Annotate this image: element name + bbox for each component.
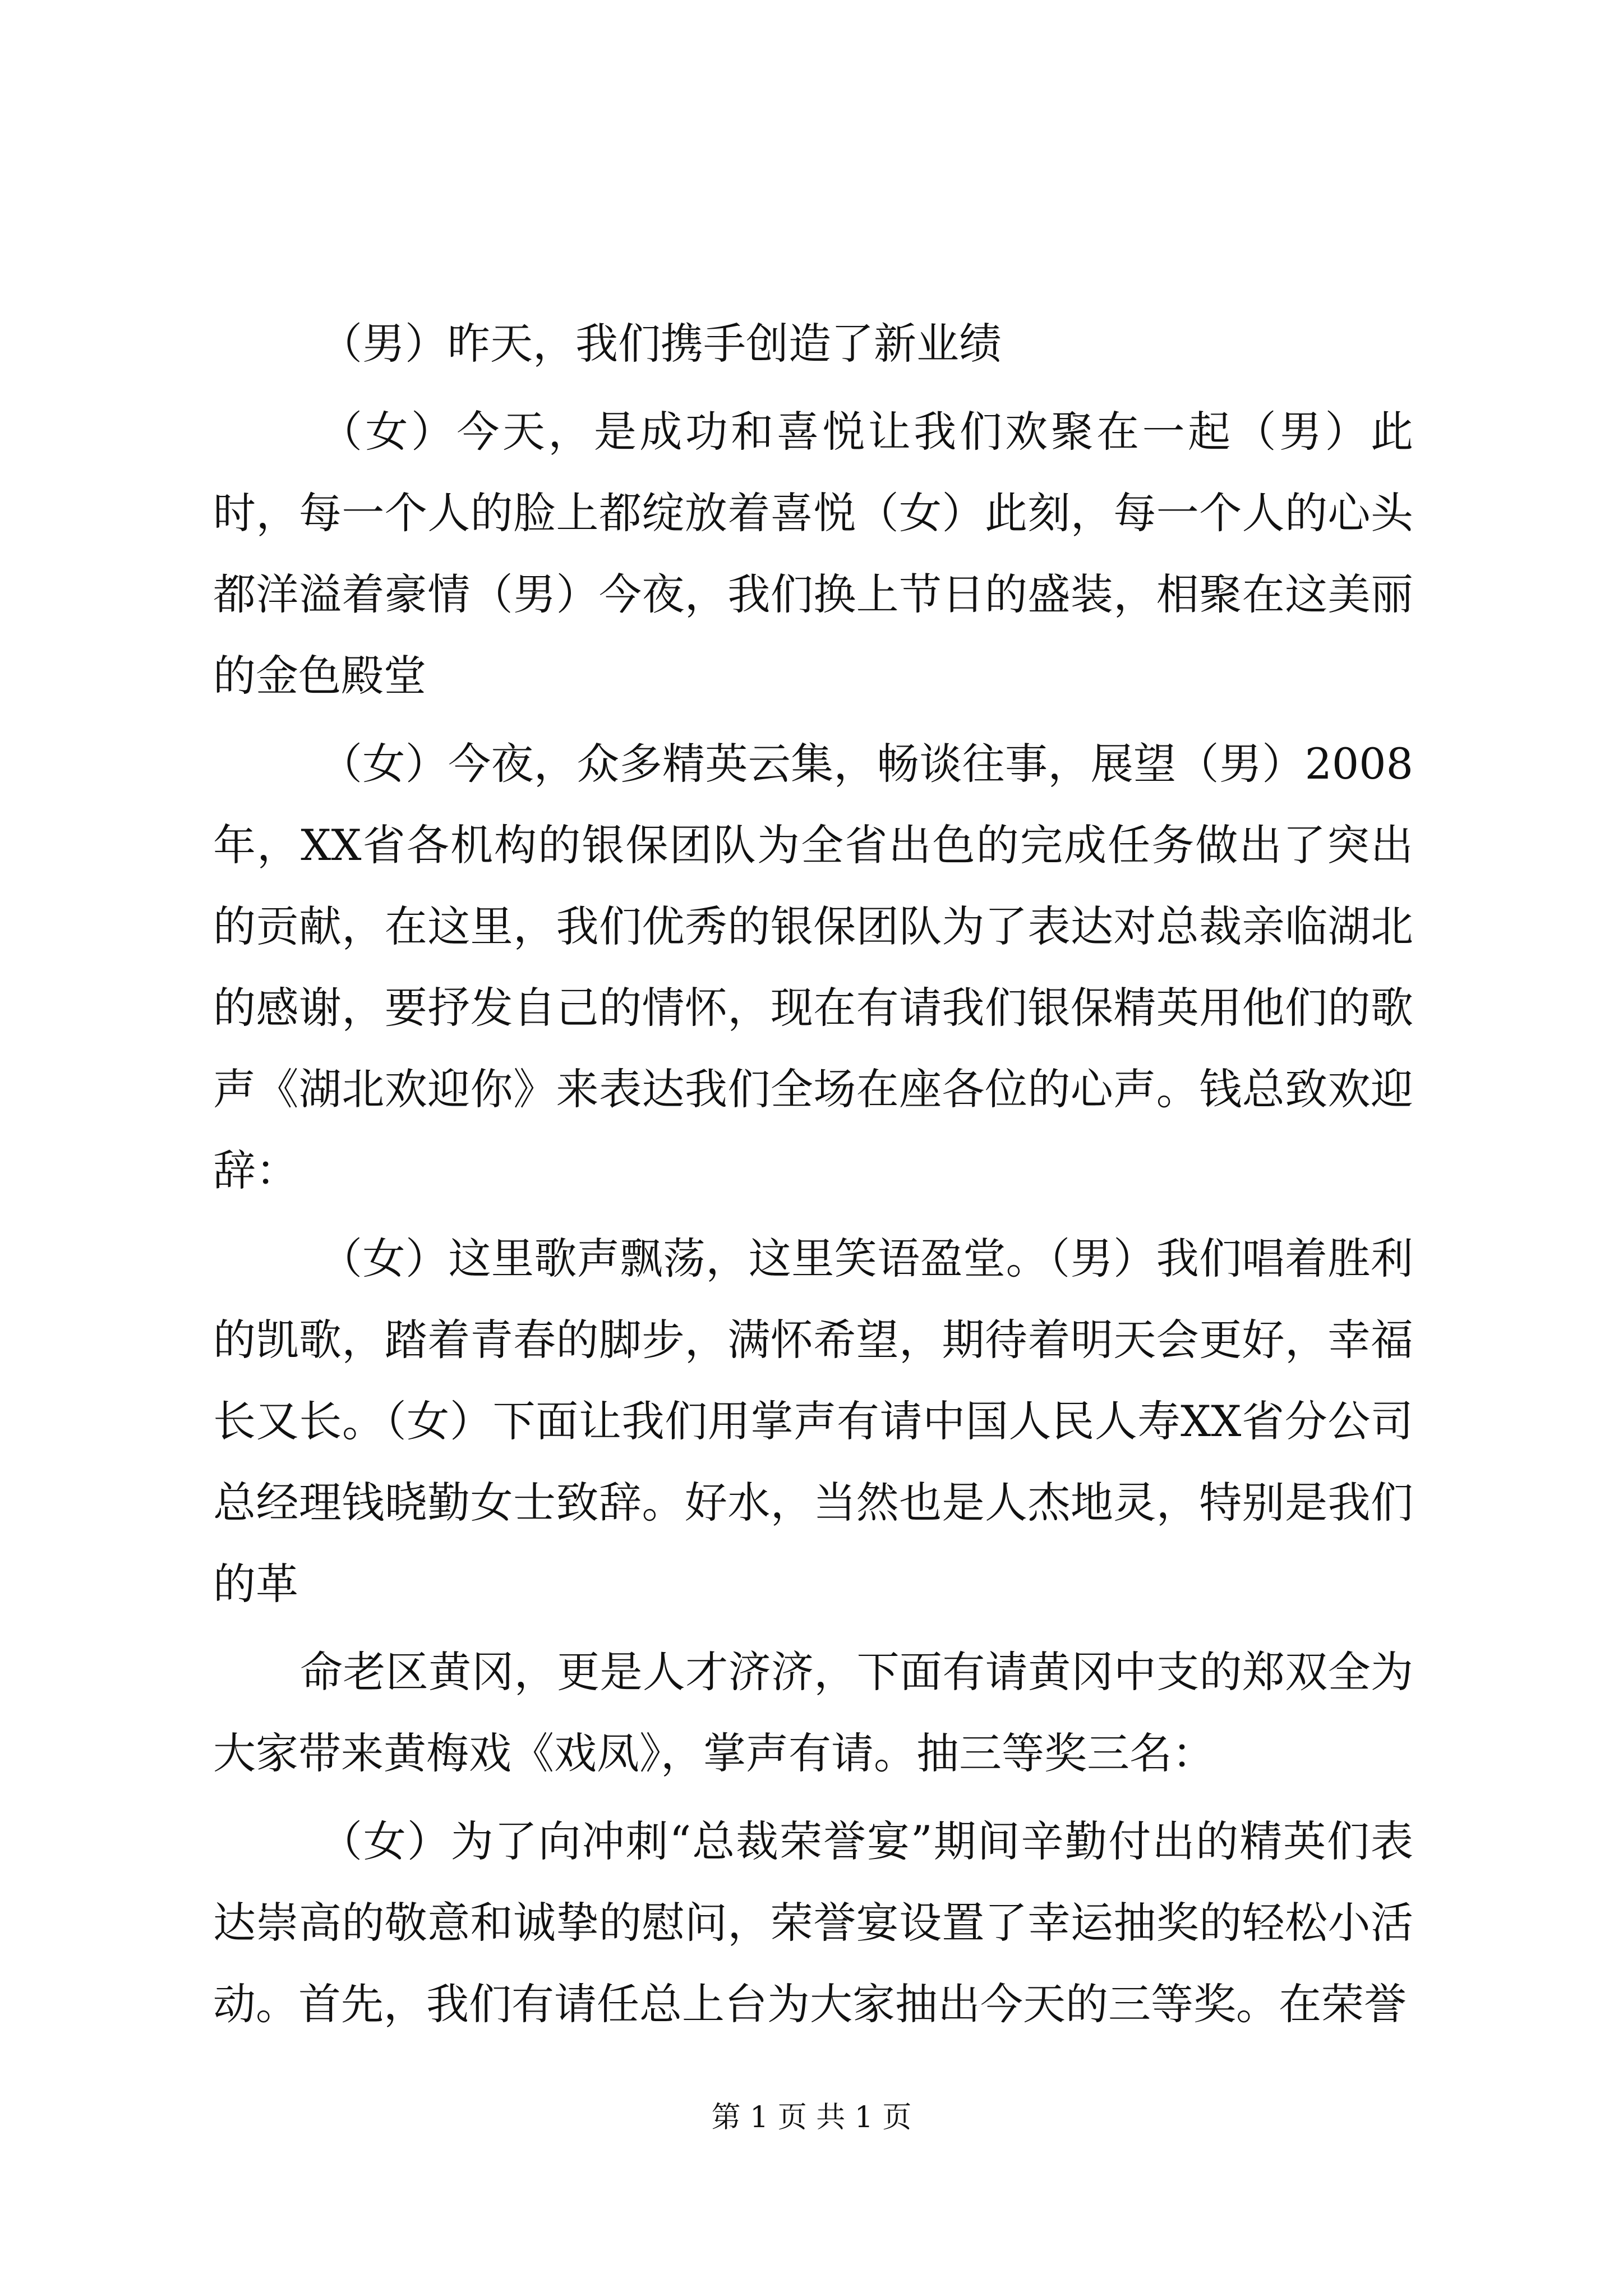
paragraph-6: （女）为了向冲刺“总裁荣誉宴”期间辛勤付出的精英们表达崇高的敬意和诚挚的慰问，荣誉宴设置了幸运抽奖的轻松小活动。首先，我们有请任总上台为大家抽出今天的三等奖。在荣誉 <box>213 1816 1413 2029</box>
paragraph-3: （女）今夜，众多精英云集，畅谈往事，展望（男）2008年，XX省各机构的银保团队为全省出色的完成任务做出了突出的贡献，在这里，我们优秀的银保团队为了表达对总裁亲临湖北的感谢，要抒发自己的情怀，现在有请我们银保精英用他们的歌声《湖北欢迎你》来表达我们全场在座各位的心声。钱总致欢迎辞： <box>213 739 1413 1195</box>
paragraph-5: 命老区黄冈，更是人才济济，下面有请黄冈中支的郑双全为大家带来黄梅戏《戏凤》，掌声有请。抽三等奖三名： <box>213 1647 1413 1778</box>
page-footer: 第 1 页 共 1 页 <box>711 2101 912 2134</box>
paragraph-4: （女）这里歌声飘荡，这里笑语盈堂。（男）我们唱着胜利的凯歌，踏着青春的脚步，满怀希望，期待着明天会更好，幸福长又长。（女）下面让我们用掌声有请中国人民人寿XX省分公司总经理钱晓勤女士致辞。好水，当然也是人杰地灵，特别是我们的革 <box>213 1234 1413 1609</box>
paragraph-1: （男）昨天，我们携手创造了新业绩 <box>320 319 1002 369</box>
document-body <box>213 303 1413 2045</box>
paragraph-2: （女）今天，是成功和喜悦让我们欢聚在一起（男）此时，每一个人的脸上都绽放着喜悦（女）此刻，每一个人的心头都洋溢着豪情（男）今夜，我们换上节日的盛装，相聚在这美丽的金色殿堂 <box>213 407 1413 701</box>
